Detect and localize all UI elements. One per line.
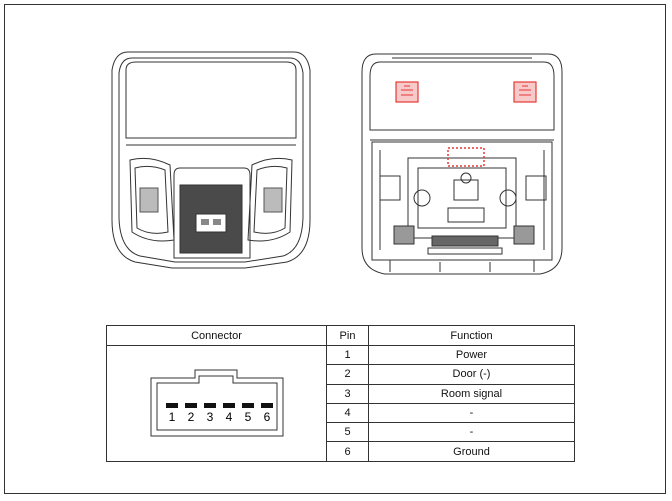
header-function: Function (369, 326, 575, 346)
connector-location-highlight (448, 148, 484, 166)
pin-number: 2 (327, 365, 369, 384)
pin-number: 1 (327, 346, 369, 365)
left-vent (394, 226, 414, 244)
connector-pin-label-2: 2 (187, 410, 195, 425)
right-mounting-clip-highlight (514, 82, 536, 102)
header-connector: Connector (107, 326, 327, 346)
connector-pin-label-6: 6 (263, 410, 271, 425)
connector-drawing-cell (107, 346, 327, 462)
pin-number: 6 (327, 442, 369, 461)
right-clip (526, 176, 546, 200)
left-clip (380, 176, 400, 200)
pin-number: 5 (327, 423, 369, 442)
connector-pin-slot-3 (204, 403, 216, 408)
left-switch (414, 190, 430, 206)
front-lens-top (126, 62, 296, 138)
pin-function: - (369, 423, 575, 442)
pin-function: Ground (369, 442, 575, 461)
left-mounting-clip-highlight (396, 82, 418, 102)
connector-pin-label-1: 1 (168, 410, 176, 425)
right-vent (514, 226, 534, 244)
table-header-row (107, 326, 575, 346)
connector-pin-label-3: 3 (206, 410, 214, 425)
right-lamp-grille (264, 188, 282, 212)
right-switch (500, 190, 516, 206)
connector-pin-slot-1 (166, 403, 178, 408)
pin-function-table (106, 325, 575, 462)
connector-pin-slot-5 (242, 403, 254, 408)
table-row (107, 346, 575, 365)
pin-function: - (369, 403, 575, 422)
header-pin: Pin (327, 326, 369, 346)
connector-pin-slot-6 (261, 403, 273, 408)
pin-number: 4 (327, 403, 369, 422)
pin-function: Door (-) (369, 365, 575, 384)
connector-face-diagram (107, 348, 326, 458)
connector-pin-label-5: 5 (244, 410, 252, 425)
pin-number: 3 (327, 384, 369, 403)
connector-pin-slot-4 (223, 403, 235, 408)
bottom-terminal-strip (432, 236, 498, 246)
sos-button (196, 214, 226, 232)
left-lamp-grille (140, 188, 158, 212)
console-front-view (112, 52, 310, 268)
connector-pin-label-4: 4 (225, 410, 233, 425)
pin-function: Room signal (369, 384, 575, 403)
connector-pin-slot-2 (185, 403, 197, 408)
pin-function: Power (369, 346, 575, 365)
